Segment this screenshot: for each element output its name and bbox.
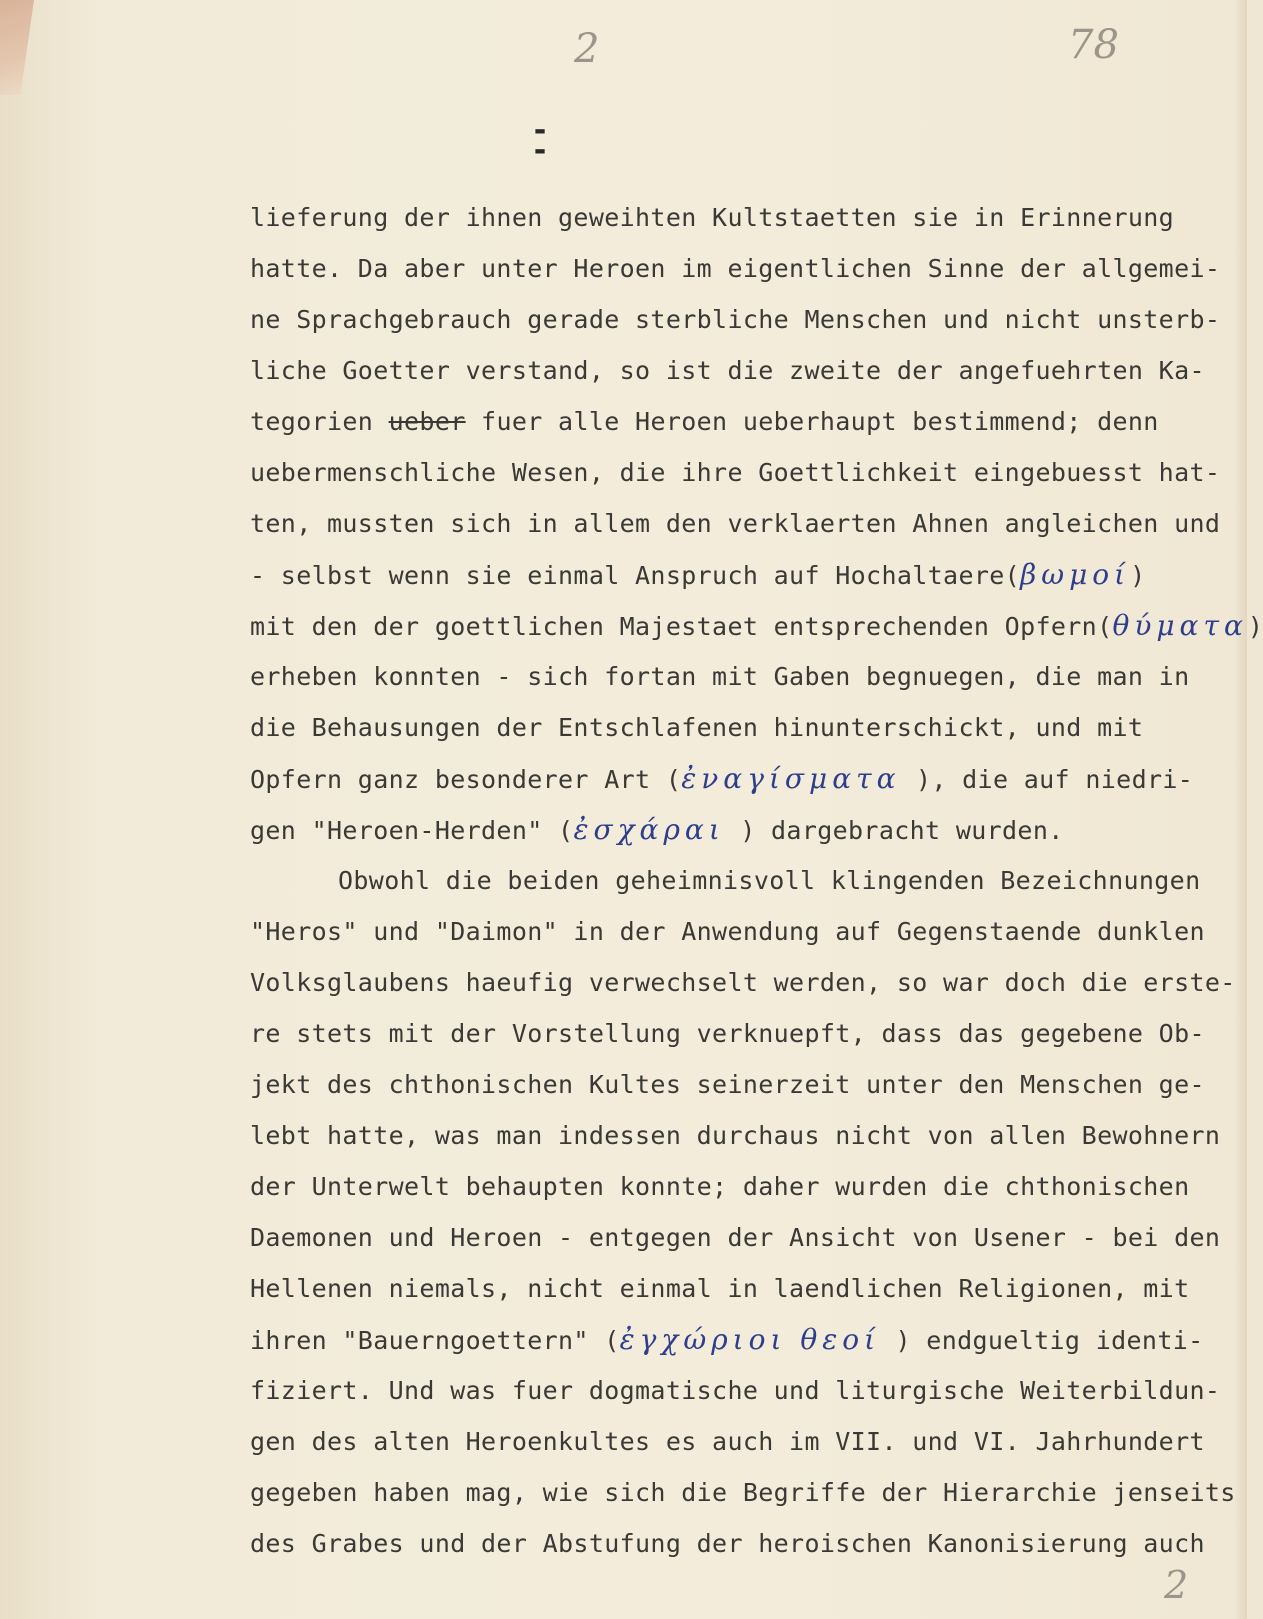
line-text: Volksglaubens haeufig verwechselt werden, so war doch die erste- bbox=[250, 968, 1236, 997]
line-text: lebt hatte, was man indessen durchaus nicht von allen Bewohnern bbox=[250, 1121, 1221, 1150]
typewritten-body bbox=[250, 192, 1263, 1569]
text-line bbox=[250, 345, 1230, 396]
text-line bbox=[250, 498, 1230, 549]
paper-corner-tab bbox=[0, 0, 34, 95]
text-line bbox=[250, 1467, 1236, 1518]
text-line bbox=[250, 192, 1230, 243]
text-line bbox=[250, 396, 1230, 447]
text-line bbox=[250, 549, 1230, 600]
line-text: fiziert. Und was fuer dogmatische und liturgische Weiterbildun- bbox=[250, 1376, 1221, 1405]
line-text: ), die auf niedri- bbox=[900, 765, 1194, 794]
line-text: mit den der goettlichen Majestaet entsprechenden Opfern( bbox=[250, 612, 1113, 641]
line-text: tegorien bbox=[250, 407, 389, 436]
text-line bbox=[250, 1110, 1230, 1161]
line-text: liche Goetter verstand, so ist die zweite der angefuehrten Ka- bbox=[250, 356, 1205, 385]
text-line bbox=[250, 651, 1230, 702]
line-text: ) dargebracht wurden. bbox=[724, 816, 1064, 845]
line-text: jekt des chthonischen Kultes seinerzeit unter den Menschen ge- bbox=[250, 1070, 1205, 1099]
line-text: Daemonen und Heroen - entgegen der Ansicht von Usener - bei den bbox=[250, 1223, 1221, 1252]
handwritten-greek-insert: βωμοί bbox=[1020, 558, 1131, 591]
line-text: Obwohl die beiden geheimnisvoll klingenden Bezeichnungen bbox=[338, 866, 1201, 895]
text-line bbox=[250, 243, 1230, 294]
text-line bbox=[250, 957, 1236, 1008]
text-line bbox=[250, 855, 1230, 906]
text-line bbox=[250, 1161, 1230, 1212]
line-text: gen "Heroen-Herden" ( bbox=[250, 816, 574, 845]
line-text: erheben konnten - sich fortan mit Gaben begnuegen, die man in bbox=[250, 662, 1190, 691]
line-text: Hellenen niemals, nicht einmal in laendlichen Religionen, mit bbox=[250, 1274, 1190, 1303]
line-text: gegeben haben mag, wie sich die Begriffe der Hierarchie jenseits bbox=[250, 1478, 1236, 1507]
pencil-folio-number: 78 bbox=[1068, 22, 1119, 68]
text-line bbox=[250, 600, 1263, 651]
text-line bbox=[250, 1365, 1230, 1416]
line-text: - selbst wenn sie einmal Anspruch auf Hochaltaere( bbox=[250, 561, 1021, 590]
text-line bbox=[250, 804, 1230, 855]
line-text: ten, mussten sich in allem den verklaerten Ahnen angleichen und bbox=[250, 509, 1221, 538]
struck-word: ueber bbox=[388, 407, 466, 436]
text-line bbox=[250, 294, 1230, 345]
text-line bbox=[250, 1263, 1230, 1314]
line-text: Opfern ganz besonderer Art ( bbox=[250, 765, 682, 794]
text-line bbox=[250, 753, 1230, 804]
line-text: re stets mit der Vorstellung verknuepft, dass das gegebene Ob- bbox=[250, 1019, 1205, 1048]
text-line bbox=[250, 1314, 1230, 1365]
line-text: ihren "Bauerngoettern" ( bbox=[250, 1326, 620, 1355]
text-line bbox=[250, 1416, 1230, 1467]
line-text: uebermenschliche Wesen, die ihre Goettlichkeit eingebuesst hat- bbox=[250, 458, 1221, 487]
line-text: ) bbox=[1247, 612, 1263, 641]
handwritten-greek-insert: θύματα bbox=[1112, 609, 1248, 642]
line-text: die Behausungen der Entschlafenen hinunterschickt, und mit bbox=[250, 713, 1144, 742]
text-line bbox=[250, 906, 1230, 957]
handwritten-greek-insert: ἐσχάραι bbox=[573, 813, 725, 846]
line-text: ne Sprachgebrauch gerade sterbliche Menschen und nicht unsterb- bbox=[250, 305, 1221, 334]
line-text: ) bbox=[1130, 561, 1146, 590]
line-text: gen des alten Heroenkultes es auch im VII. und VI. Jahrhundert bbox=[250, 1427, 1205, 1456]
line-text: fuer alle Heroen ueberhaupt bestimmend; denn bbox=[465, 407, 1159, 436]
page-header-dashes: - - bbox=[531, 113, 588, 168]
text-line bbox=[250, 447, 1230, 498]
line-text: der Unterwelt behaupten konnte; daher wurden die chthonischen bbox=[250, 1172, 1190, 1201]
text-line bbox=[250, 1008, 1230, 1059]
line-text: ) endgueltig identi- bbox=[880, 1326, 1204, 1355]
line-text: lieferung der ihnen geweihten Kultstaetten sie in Erinnerung bbox=[250, 203, 1175, 232]
text-line bbox=[250, 1518, 1230, 1569]
pencil-page-number-top: 2 bbox=[574, 26, 600, 72]
pencil-page-number-bottom: 2 bbox=[1164, 1563, 1189, 1607]
text-line bbox=[250, 1059, 1230, 1110]
line-text: "Heros" und "Daimon" in der Anwendung auf Gegenstaende dunklen bbox=[250, 917, 1205, 946]
handwritten-greek-insert: ἐγχώριοι θεοί bbox=[619, 1323, 881, 1356]
handwritten-greek-insert: ἐναγίσματα bbox=[681, 762, 901, 795]
line-text: hatte. Da aber unter Heroen im eigentlichen Sinne der allgemei- bbox=[250, 254, 1221, 283]
text-line bbox=[250, 702, 1230, 753]
line-text: des Grabes und der Abstufung der heroischen Kanonisierung auch bbox=[250, 1529, 1205, 1558]
text-line bbox=[250, 1212, 1230, 1263]
paper-right-edge bbox=[1235, 0, 1247, 1619]
